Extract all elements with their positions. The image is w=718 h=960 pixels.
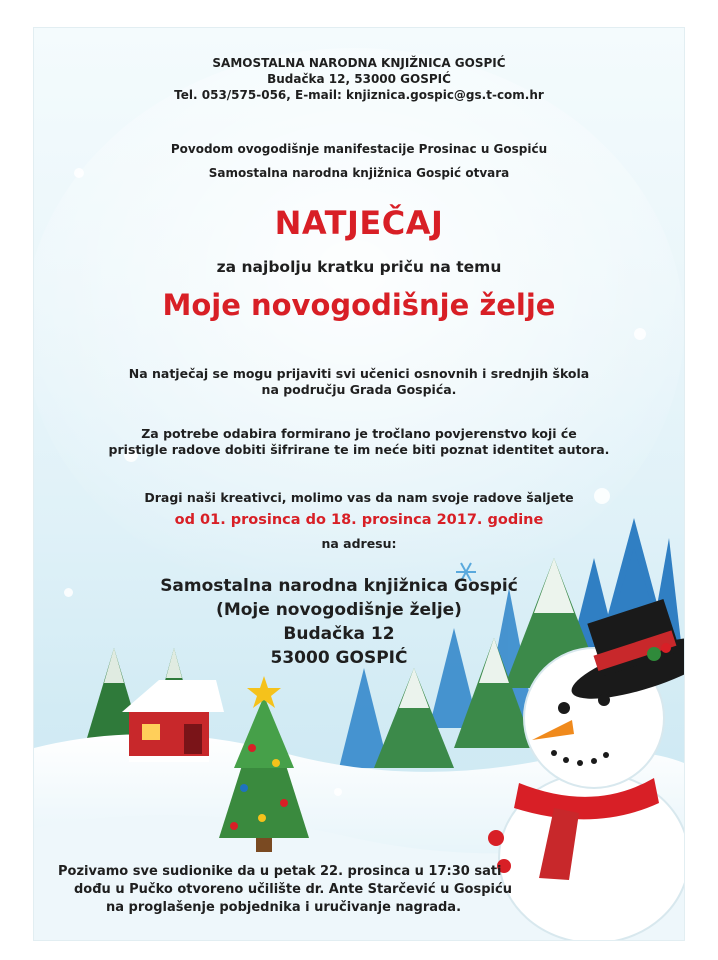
red-house xyxy=(122,680,224,762)
eligibility-line-1: Na natječaj se mogu prijaviti svi učenici osnovnih i srednjih škola xyxy=(128,366,590,381)
library-address: Budačka 12, 53000 GOSPIĆ xyxy=(267,72,451,86)
submission-dates: od 01. prosinca do 18. prosinca 2017. godine xyxy=(174,512,544,528)
snow-dot xyxy=(334,788,342,796)
library-name: SAMOSTALNA NARODNA KNJIŽNICA GOSPIĆ xyxy=(212,56,506,70)
submission-line-1: Dragi naši kreativci, molimo vas da nam svoje radove šaljete xyxy=(144,490,574,505)
committee-line-1: Za potrebe odabira formirano je tročlano povjerenstvo koji će xyxy=(141,426,577,441)
poster xyxy=(34,28,684,940)
mailing-address-line-2: (Moje novogodišnje želje) xyxy=(216,600,462,620)
intro-line-1: Povodom ovogodišnje manifestacije Prosinac u Gospiću xyxy=(170,142,548,156)
footer-line-1: Pozivamo sve sudionike da u petak 22. prosinca u 17:30 sati xyxy=(58,864,502,879)
subtitle: za najbolju kratku priču na temu xyxy=(216,258,502,276)
mailing-address-line-4: 53000 GOSPIĆ xyxy=(270,648,408,668)
winter-scene-illustration xyxy=(34,28,684,940)
page-title: NATJEČAJ xyxy=(274,204,444,242)
theme-title: Moje novogodišnje želje xyxy=(162,288,556,322)
intro-line-2: Samostalna narodna knjižnica Gospić otvara xyxy=(208,166,510,180)
mailing-address-line-1: Samostalna narodna knjižnica Gospić xyxy=(160,576,518,596)
committee-line-2: pristigle radove dobiti šifrirane te im neće biti poznat identitet autora. xyxy=(108,442,610,457)
submission-line-3: na adresu: xyxy=(321,536,397,551)
mailing-address-line-3: Budačka 12 xyxy=(283,624,395,644)
footer-line-3: na proglašenje pobjednika i uručivanje nagrada. xyxy=(106,900,462,915)
library-contact: Tel. 053/575-056, E-mail: knjiznica.gospic@gs.t-com.hr xyxy=(174,88,544,102)
eligibility-line-2: na području Grada Gospića. xyxy=(261,382,457,397)
snow-dot xyxy=(634,328,646,340)
footer-line-2: dođu u Pučko otvoreno učilište dr. Ante Starčević u Gospiću xyxy=(74,882,512,897)
